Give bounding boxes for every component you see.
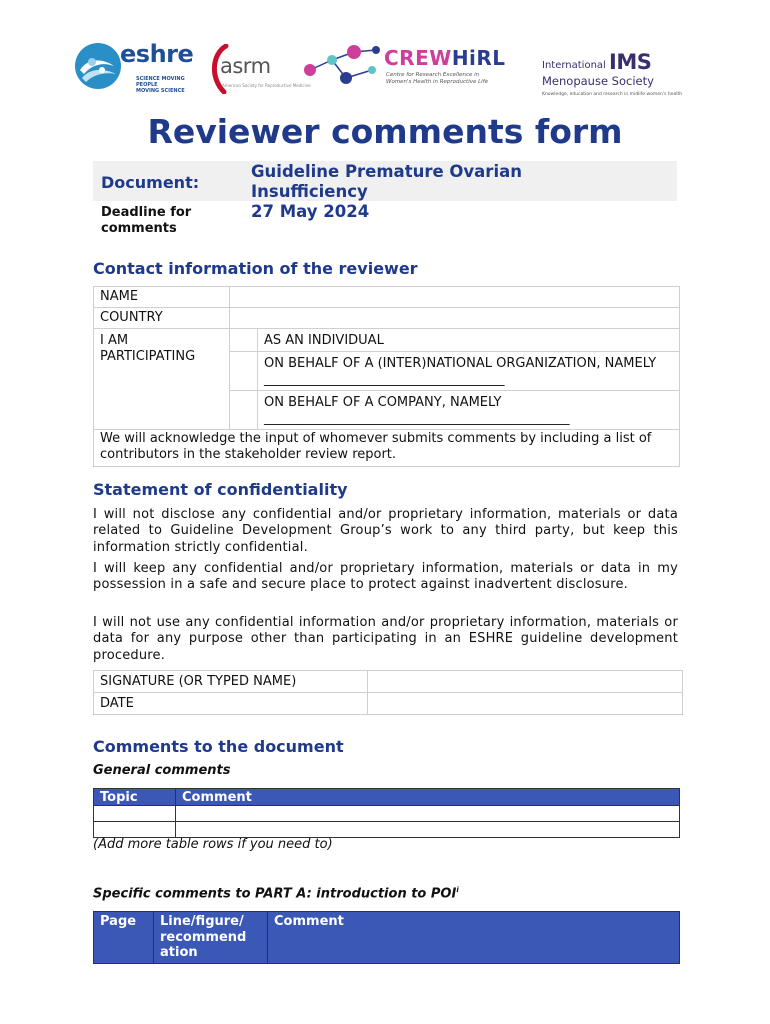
- option-company: ON BEHALF OF A COMPANY, NAMELY _______________________________________________: [258, 391, 680, 430]
- signature-label: SIGNATURE (OR TYPED NAME): [94, 671, 368, 693]
- crewhirl-tagline: Centre for Research Excellence in Women's Health in Reproductive Life: [386, 72, 489, 85]
- comment-header: Comment: [176, 789, 680, 806]
- acknowledgement-row: [94, 430, 680, 467]
- eshre-wave-icon: [74, 40, 122, 92]
- signature-input[interactable]: [368, 671, 683, 693]
- crewhirl-wordmark-a: CREW: [384, 46, 452, 70]
- option-individual: AS AN INDIVIDUAL: [258, 329, 680, 352]
- topic-header: Topic: [94, 789, 176, 806]
- confidentiality-paragraph-3: I will not use any confidential information and/or proprietary information, materials or data for any purpose other than participating in an ESHRE guideline development procedure.: [93, 615, 678, 663]
- name-row: [94, 287, 680, 308]
- document-row: [93, 161, 677, 201]
- deadline-label: Deadline for comments: [101, 205, 192, 236]
- deadline-value: 27 May 2024: [251, 202, 370, 221]
- general-comments-table: [93, 788, 680, 838]
- crewhirl-network-icon: [302, 40, 384, 94]
- document-label: Document:: [101, 173, 200, 192]
- checkbox-individual[interactable]: [230, 329, 258, 352]
- crewhirl-wordmark-b: HiRL: [451, 46, 506, 70]
- ims-abbr: IMS: [609, 50, 652, 74]
- date-row: [94, 693, 683, 715]
- country-input[interactable]: [230, 308, 680, 329]
- signature-table: [93, 670, 683, 715]
- date-label: DATE: [94, 693, 368, 715]
- specific-comments-table: [93, 911, 680, 964]
- crewhirl-wordmark: [384, 46, 506, 70]
- page-title: Reviewer comments form: [147, 112, 623, 151]
- general-header-row: [94, 789, 680, 806]
- crewhirl-logo: [302, 36, 507, 100]
- name-label: NAME: [94, 287, 230, 308]
- comment-cell[interactable]: [176, 806, 680, 822]
- add-rows-note: (Add more table rows if you need to): [93, 837, 333, 852]
- topic-cell[interactable]: [94, 822, 176, 838]
- page-header: Page: [94, 912, 154, 964]
- specific-comments-text: Specific comments to PART A: introduction to POI: [93, 886, 457, 902]
- option-organization: ON BEHALF OF A (INTER)NATIONAL ORGANIZATION, NAMELY _____________________________________: [258, 352, 680, 391]
- eshre-wordmark: eshre: [120, 40, 194, 68]
- ims-international: International: [542, 60, 606, 71]
- participating-label: I AM PARTICIPATING: [94, 329, 230, 430]
- footnote-marker: i: [456, 886, 459, 894]
- country-label: COUNTRY: [94, 308, 230, 329]
- partner-logos: [70, 34, 690, 104]
- asrm-tagline: American Society for Reproductive Medicine: [222, 83, 311, 88]
- confidentiality-paragraph-2: I will keep any confidential and/or proprietary information, materials or data in my possession in a safe and secure place to protect against inadvertent disclosure.: [93, 561, 678, 593]
- comments-heading: Comments to the document: [93, 737, 344, 756]
- topic-cell[interactable]: [94, 806, 176, 822]
- participation-row-individual: [94, 329, 680, 352]
- table-row: [94, 822, 680, 838]
- asrm-wordmark: asrm: [220, 54, 271, 78]
- confidentiality-paragraph-1: I will not disclose any confidential and/or proprietary information, materials or data related to Guideline Development Group’s work to any third party, but keep this information strictly confidential.: [93, 507, 678, 555]
- contact-table: [93, 286, 680, 467]
- name-input[interactable]: [230, 287, 680, 308]
- checkbox-organization[interactable]: [230, 352, 258, 391]
- specific-header-row: [94, 912, 680, 964]
- ims-tagline: Knowledge, education and research in midlife women's health: [542, 92, 683, 97]
- line-figure-header: Line/figure/ recommend ation: [154, 912, 268, 964]
- confidentiality-heading: Statement of confidentiality: [93, 480, 348, 499]
- acknowledgement-note: We will acknowledge the input of whomever submits comments by including a list of contributors in the stakeholder review report.: [94, 430, 680, 467]
- document-info: [93, 161, 677, 243]
- ims-full-name: Menopause Society: [542, 74, 654, 88]
- deadline-row: [93, 201, 677, 243]
- document-value: Guideline Premature Ovarian Insufficiency: [251, 162, 522, 201]
- country-row: [94, 308, 680, 329]
- general-comments-label: General comments: [93, 763, 231, 778]
- contact-heading: Contact information of the reviewer: [93, 259, 418, 278]
- specific-comment-header: Comment: [268, 912, 680, 964]
- signature-row: [94, 671, 683, 693]
- date-input[interactable]: [368, 693, 683, 715]
- eshre-tagline: SCIENCE MOVING PEOPLE MOVING SCIENCE: [136, 76, 185, 94]
- specific-comments-label: [93, 886, 459, 901]
- comment-cell[interactable]: [176, 822, 680, 838]
- table-row: [94, 806, 680, 822]
- ims-logo: [540, 40, 690, 100]
- checkbox-company[interactable]: [230, 391, 258, 430]
- asrm-logo: [208, 40, 311, 100]
- eshre-logo: [70, 36, 194, 102]
